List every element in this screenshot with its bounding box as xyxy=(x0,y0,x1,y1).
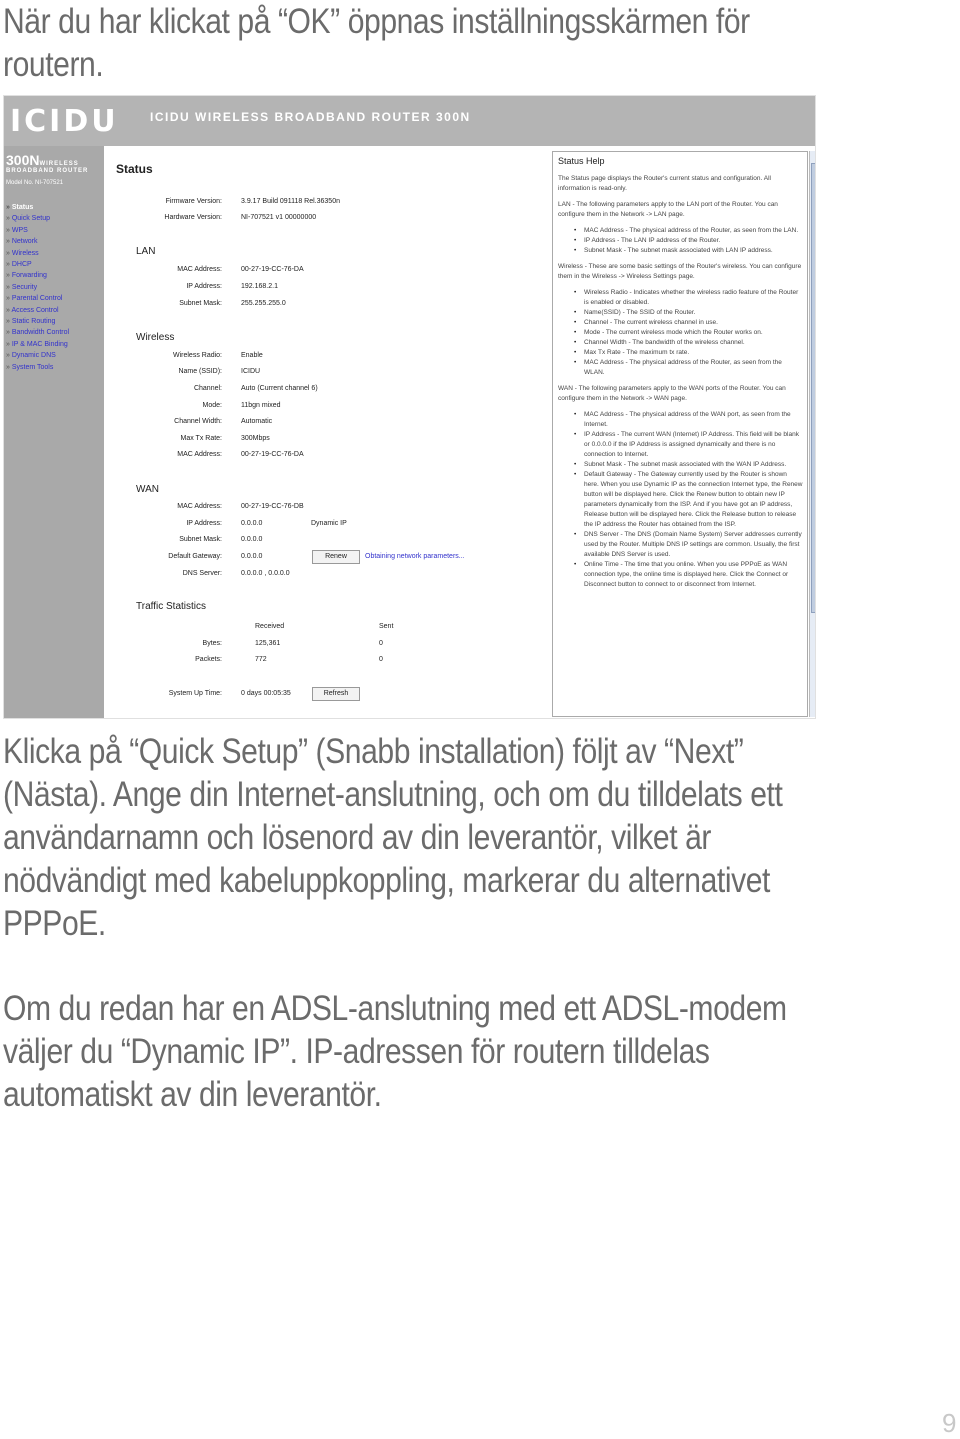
router-sidebar xyxy=(4,146,104,719)
sidebar-item-status[interactable]: » Status xyxy=(6,202,69,213)
list-item: • MAC Address - The physical address of the Router, as seen from the WLAN. xyxy=(584,358,803,378)
list-item: • Default Gateway - The Gateway currently used by the Router is shown here. When you use Dynamic IP as the connection Internet type, the Renew button will be displayed here. Click the Renew button to obtain new IP parameters dynamically from the ISP. And if you have got an IP address, Release button will be displayed here. Click the Release button to release the IP address the Router has obtained from the ISP. xyxy=(584,470,803,530)
renew-button[interactable]: Renew xyxy=(312,550,360,564)
sidebar-item-wps[interactable]: » WPS xyxy=(6,225,69,236)
intro-paragraph: När du har klickat på “OK” öppnas inställningsskärmen för routern. xyxy=(3,2,750,84)
list-item: • Channel Width - The bandwidth of the wireless channel. xyxy=(584,338,803,348)
wan-subnet-value: 0.0.0.0 xyxy=(241,536,263,543)
sidebar-item-system-tools[interactable]: » System Tools xyxy=(6,362,69,373)
sidebar-item-dynamic-dns[interactable]: » Dynamic DNS xyxy=(6,350,69,361)
sidebar-item-dhcp[interactable]: » DHCP xyxy=(6,259,69,270)
wireless-mac-value: 00-27-19-CC-76-DA xyxy=(241,451,304,458)
help-scrollbar[interactable] xyxy=(809,151,816,717)
mode-value: 11bgn mixed xyxy=(241,402,281,409)
wireless-radio-value: Enable xyxy=(241,352,263,359)
router-title: ICIDU WIRELESS BROADBAND ROUTER 300N xyxy=(150,110,471,124)
list-item: • IP Address - The LAN IP address of the Router. xyxy=(584,236,803,246)
obtaining-status: Obtaining network parameters... xyxy=(365,553,465,560)
wan-type-value: Dynamic IP xyxy=(311,520,347,527)
firmware-label: Firmware Version: xyxy=(165,198,222,205)
packets-label: Packets: xyxy=(195,656,222,663)
wan-gateway-label: Default Gateway: xyxy=(168,553,222,560)
refresh-button[interactable]: Refresh xyxy=(312,687,360,701)
dns-label: DNS Server: xyxy=(182,570,222,577)
list-item: • DNS Server - The DNS (Domain Name System) Server addresses currently used by the Router. Multiple DNS IP settings are common. Usually, the first available DNS Server is used. xyxy=(584,530,803,560)
sidebar-item-security[interactable]: » Security xyxy=(6,282,69,293)
router-screenshot xyxy=(3,95,816,719)
channel-value: Auto (Current channel 6) xyxy=(241,385,318,392)
help-wireless: Wireless - These are some basic settings of the Router's wireless. You can configure them in the Wireless -> Wireless Settings page. xyxy=(558,263,802,280)
list-item: • MAC Address - The physical address of the Router, as seen from the LAN. xyxy=(584,226,803,236)
sidebar-item-network[interactable]: » Network xyxy=(6,236,69,247)
lan-subnet-value: 255.255.255.0 xyxy=(241,300,286,307)
instruction-paragraph-1: Klicka på “Quick Setup” (Snabb installation) följt av “Next” (Nästa). Ange din Internet-anslutning, och om du tilldelats ett användarnamn och lösenord av din leverantör, vilket är nödvändigt med kabeluppkoppling, markerar du alternativet PPPoE. xyxy=(3,732,783,943)
sidebar-model: Model No. NI-707521 xyxy=(6,180,64,186)
wireless-title: Wireless xyxy=(136,332,175,343)
brand-name: 300N xyxy=(6,152,40,168)
wan-ip-value: 0.0.0.0 xyxy=(241,520,263,527)
help-panel xyxy=(552,151,808,717)
list-item: • Subnet Mask - The subnet mask associated with the WAN IP Address. xyxy=(584,460,803,470)
packets-sent: 0 xyxy=(379,656,383,663)
instruction-paragraph-2: Om du redan har en ADSL-anslutning med ett ADSL-modem väljer du “Dynamic IP”. IP-adressen för routern tilldelas automatiskt av din leverantör. xyxy=(3,989,787,1114)
uptime-label: System Up Time: xyxy=(168,690,222,697)
list-item: • Channel - The current wireless channel in use. xyxy=(584,318,803,328)
list-item: • Subnet Mask - The subnet mask associated with LAN IP address. xyxy=(584,246,803,256)
wan-mac-value: 00-27-19-CC-76-DB xyxy=(241,503,304,510)
channel-width-label: Channel Width: xyxy=(174,418,222,425)
bytes-sent: 0 xyxy=(379,640,383,647)
wan-ip-label: IP Address: xyxy=(186,520,222,527)
list-item: • Mode - The current wireless mode which the Router works on. xyxy=(584,328,803,338)
help-intro: The Status page displays the Router's current status and configuration. All information is read-only. xyxy=(558,175,771,192)
help-wan-list xyxy=(584,410,803,590)
sidebar-menu xyxy=(6,202,69,373)
lan-mac-label: MAC Address: xyxy=(177,266,222,273)
lan-ip-value: 192.168.2.1 xyxy=(241,283,278,290)
list-item: • Max Tx Rate - The maximum tx rate. xyxy=(584,348,803,358)
list-item: • IP Address - The current WAN (Internet) IP Address. This field will be blank or 0.0.0.0 if the IP Address is assigned dynamically and there is no connection to Internet. xyxy=(584,430,803,460)
packets-received: 772 xyxy=(255,656,267,663)
max-tx-value: 300Mbps xyxy=(241,435,270,442)
status-panel xyxy=(104,146,551,719)
hardware-value: NI-707521 v1 00000000 xyxy=(241,214,317,221)
uptime-value: 0 days 00:05:35 xyxy=(241,690,291,697)
ssid-label: Name (SSID): xyxy=(178,368,222,375)
wan-gateway-value: 0.0.0.0 xyxy=(241,553,263,560)
sidebar-subtitle: BROADBAND ROUTER xyxy=(6,168,89,174)
sidebar-item-wireless[interactable]: » Wireless xyxy=(6,248,69,259)
traffic-title: Traffic Statistics xyxy=(136,601,207,612)
wan-subnet-label: Subnet Mask: xyxy=(179,536,222,543)
sent-header: Sent xyxy=(379,623,394,630)
channel-width-value: Automatic xyxy=(241,418,273,425)
brand-suffix: WIRELESS xyxy=(39,161,79,167)
bytes-received: 125,361 xyxy=(255,640,281,647)
sidebar-item-quick-setup[interactable]: » Quick Setup xyxy=(6,213,69,224)
received-header: Received xyxy=(255,623,285,630)
firmware-value: 3.9.17 Build 091118 Rel.36350n xyxy=(241,198,340,205)
sidebar-item-bandwidth-control[interactable]: » Bandwidth Control xyxy=(6,327,69,338)
help-wan: WAN - The following parameters apply to the WAN ports of the Router. You can configure them in the Network -> WAN page. xyxy=(558,385,786,402)
list-item: • Wireless Radio - Indicates whether the wireless radio feature of the Router is enabled or disabled. xyxy=(584,288,803,308)
sidebar-item-forwarding[interactable]: » Forwarding xyxy=(6,270,69,281)
dns-value: 0.0.0.0 , 0.0.0.0 xyxy=(241,570,290,577)
page-title: Status xyxy=(116,162,153,176)
max-tx-label: Max Tx Rate: xyxy=(180,435,222,442)
sidebar-item-static-routing[interactable]: » Static Routing xyxy=(6,316,69,327)
router-header xyxy=(4,96,816,146)
help-title: Status Help xyxy=(558,156,605,166)
lan-ip-label: IP Address: xyxy=(186,283,222,290)
sidebar-item-ip-mac-binding[interactable]: » IP & MAC Binding xyxy=(6,339,69,350)
list-item: • Name(SSID) - The SSID of the Router. xyxy=(584,308,803,318)
hardware-label: Hardware Version: xyxy=(164,214,222,221)
list-item: • MAC Address - The physical address of the WAN port, as seen from the Internet. xyxy=(584,410,803,430)
lan-mac-value: 00-27-19-CC-76-DA xyxy=(241,266,304,273)
list-item: • Online Time - The time that you online. When you use PPPoE as WAN connection type, the online time is displayed here. Click the Connect or Disconnect button to connect to or disconnect from Internet. xyxy=(584,560,803,590)
scrollbar-thumb[interactable] xyxy=(811,163,816,613)
help-lan: LAN - The following parameters apply to the LAN port of the Router. You can configure them in the Network -> LAN page. xyxy=(558,201,778,218)
help-body xyxy=(558,174,803,596)
page-number: 9 xyxy=(942,1408,957,1438)
sidebar-item-access-control[interactable]: » Access Control xyxy=(6,305,69,316)
ssid-value: ICIDU xyxy=(241,368,261,375)
wireless-radio-label: Wireless Radio: xyxy=(172,352,222,359)
icidu-logo: ICIDU xyxy=(10,104,119,139)
wireless-mac-label: MAC Address: xyxy=(177,451,222,458)
lan-title: LAN xyxy=(136,246,156,257)
help-wireless-list xyxy=(584,288,803,378)
sidebar-item-parental-control[interactable]: » Parental Control xyxy=(6,293,69,304)
channel-label: Channel: xyxy=(193,385,222,392)
help-lan-list xyxy=(584,226,803,256)
wan-title: WAN xyxy=(136,484,159,495)
sidebar-brand xyxy=(6,152,79,168)
lan-subnet-label: Subnet Mask: xyxy=(179,300,222,307)
wan-mac-label: MAC Address: xyxy=(177,503,222,510)
mode-label: Mode: xyxy=(202,402,222,409)
bytes-label: Bytes: xyxy=(202,640,222,647)
